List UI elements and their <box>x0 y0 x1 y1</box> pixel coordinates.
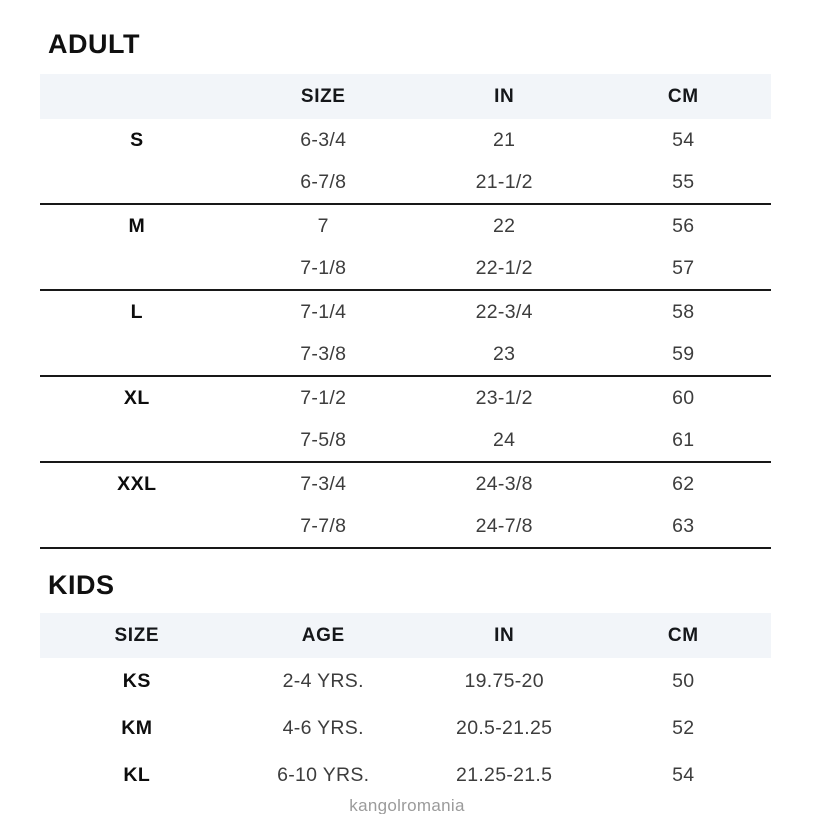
table-row <box>40 204 771 247</box>
cell-size: 7-7/8 <box>234 505 413 548</box>
cell-in: 23-1/2 <box>475 386 533 409</box>
cell-size: 6-7/8 <box>234 161 413 204</box>
adult-size-label-blank <box>40 161 234 204</box>
cell-cm: 61 <box>596 419 771 462</box>
adult-col-blank <box>40 74 234 119</box>
table-row <box>40 290 771 333</box>
watermark-text: kangolromania <box>349 796 465 814</box>
cell-in: 22-3/4 <box>475 300 533 323</box>
cell-in: 24-3/8 <box>475 472 533 495</box>
cell-cm: 54 <box>672 764 695 786</box>
cell-size: 7-1/2 <box>300 386 347 409</box>
kids-col-size: SIZE <box>40 613 234 658</box>
adult-size-label-l: L <box>130 300 144 323</box>
cell-in: 21 <box>493 128 516 151</box>
cell-cm: 52 <box>672 717 695 739</box>
adult-col-size: SIZE <box>234 74 413 119</box>
table-row <box>40 333 771 376</box>
table-row <box>40 419 771 462</box>
adult-size-label-s: S <box>130 128 144 151</box>
cell-cm: 56 <box>672 214 695 237</box>
cell-in: 23 <box>413 333 596 376</box>
cell-in: 21.25-21.5 <box>456 764 553 786</box>
adult-size-label-blank <box>40 333 234 376</box>
cell-in: 19.75-20 <box>464 670 544 692</box>
table-row <box>40 247 771 290</box>
cell-size: 7-5/8 <box>234 419 413 462</box>
kids-section-title: KIDS <box>48 570 115 600</box>
cell-age: 4-6 YRS. <box>282 717 364 739</box>
adult-col-cm: CM <box>596 74 771 119</box>
cell-size: 7-1/4 <box>300 300 347 323</box>
cell-cm: 57 <box>596 247 771 290</box>
kids-col-cm: CM <box>596 613 771 658</box>
cell-size: 7-1/8 <box>234 247 413 290</box>
cell-cm: 63 <box>596 505 771 548</box>
table-row <box>40 505 771 548</box>
table-row <box>40 705 771 752</box>
cell-cm: 62 <box>672 472 695 495</box>
cell-cm: 54 <box>672 128 695 151</box>
kids-size-label-km: KM <box>121 717 153 739</box>
adult-size-label-blank <box>40 247 234 290</box>
cell-age: 2-4 YRS. <box>282 670 364 692</box>
cell-size: 7 <box>317 214 329 237</box>
kids-size-label-kl: KL <box>123 764 151 786</box>
cell-size: 7-3/4 <box>300 472 347 495</box>
adult-col-in: IN <box>413 74 596 119</box>
adult-size-label-m: M <box>128 214 146 237</box>
kids-col-age: AGE <box>234 613 413 658</box>
table-row <box>40 752 771 799</box>
cell-cm: 50 <box>672 670 695 692</box>
adult-section-title: ADULT <box>48 29 140 59</box>
cell-in: 24 <box>413 419 596 462</box>
cell-in: 24-7/8 <box>413 505 596 548</box>
cell-age: 6-10 YRS. <box>277 764 370 786</box>
adult-size-label-blank <box>40 419 234 462</box>
cell-cm: 55 <box>596 161 771 204</box>
adult-header-row <box>40 74 771 119</box>
cell-cm: 59 <box>596 333 771 376</box>
cell-in: 20.5-21.25 <box>456 717 553 739</box>
table-row <box>40 119 771 161</box>
adult-size-label-blank <box>40 505 234 548</box>
cell-cm: 60 <box>672 386 695 409</box>
adult-size-table <box>40 74 771 549</box>
table-row <box>40 658 771 705</box>
cell-in: 22-1/2 <box>413 247 596 290</box>
cell-size: 6-3/4 <box>300 128 347 151</box>
table-row <box>40 161 771 204</box>
adult-size-label-xl: XL <box>123 386 150 409</box>
kids-size-table <box>40 613 771 799</box>
cell-size: 7-3/8 <box>234 333 413 376</box>
cell-in: 21-1/2 <box>413 161 596 204</box>
table-row <box>40 376 771 419</box>
cell-in: 22 <box>493 214 516 237</box>
cell-cm: 58 <box>672 300 695 323</box>
table-row <box>40 462 771 505</box>
kids-col-in: IN <box>413 613 596 658</box>
adult-size-label-xxl: XXL <box>117 472 157 495</box>
kids-size-label-ks: KS <box>122 670 151 692</box>
kids-header-row <box>40 613 771 658</box>
